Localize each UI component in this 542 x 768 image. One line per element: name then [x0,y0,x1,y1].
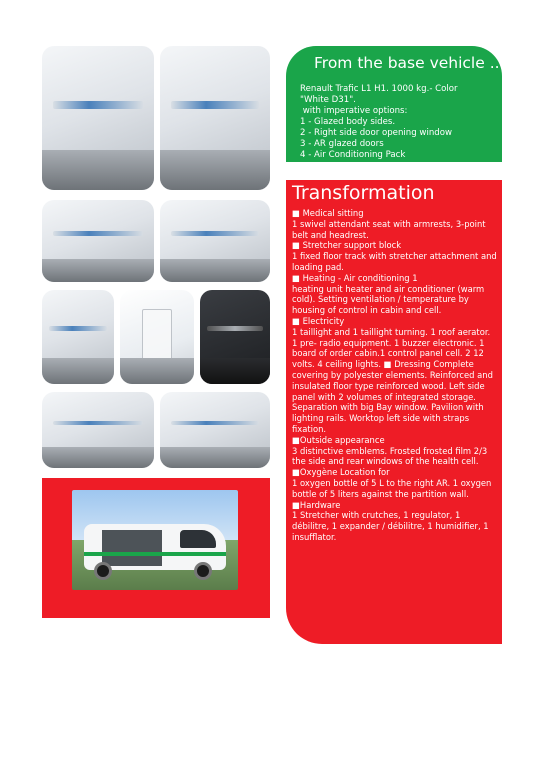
section-heading: ■ Electricity [292,315,345,326]
vehicle-photo-frame [42,478,270,618]
transformation-title: Transformation [292,182,435,204]
base-vehicle-box [286,46,505,162]
base-vehicle-title: From the base vehicle ... [314,54,505,72]
van-rear-wheel [94,562,112,580]
section-body: 3 distinctive emblems. Frosted frosted film 2/3 the side and rear windows of the health cell. [292,445,488,467]
vehicle-exterior-photo [72,490,238,590]
spec-line: with imperative options: [300,106,408,116]
section-body: 1 taillight and 1 taillight turning. 1 roof aerator. 1 pre- radio equipment. 1 buzzer electronic. 1 board of order cabin.1 control panel cell. 2 12 volts. 4 ceiling lights. ■ Dressing Complete covering by polyester elements. Reinforced and insulated floor type reinforced wood. Left side panel with 2 volumes of integrated storage. Separation with big Bay window. Pavilion with lighting rails. Worktop left side with straps fixation. [292,326,493,434]
section-heading: ■ Heating - Air conditioning 1 [292,272,418,283]
control-panel-photo [120,290,194,384]
transformation-box [286,180,502,644]
section-heading: ■ Stretcher support block [292,240,402,251]
interior-cell-photo [42,392,154,468]
interior-side-panel-photo [42,200,154,282]
section-body: 1 oxygen bottle of 5 L to the right AR. 1 oxygen bottle of 5 liters against the partition wall. [292,477,492,499]
spec-line: 3 - AR glazed doors [300,139,384,149]
section-heading: ■Hardware [292,499,341,510]
interior-stretcher-photo [42,46,154,190]
spec-line: "White D31". [300,95,356,105]
interior-worktop-photo [160,392,270,468]
spec-line: 4 - Air Conditioning Pack [300,150,406,160]
interior-storage-photo [160,200,270,282]
van-windshield [180,530,216,548]
interior-seat-photo [42,290,114,384]
transformation-text [292,208,498,543]
section-body: 1 fixed floor track with stretcher attachment and loading pad. [292,251,497,272]
base-vehicle-specs [300,84,496,161]
spec-line: 1 - Glazed body sides. [300,117,396,127]
van-green-stripe [84,552,226,556]
spec-line: 2 - Right side door opening window [300,128,453,138]
section-body: 1 swivel attendant seat with armrests, 3-point belt and headrest. [292,218,486,240]
van-open-door [102,530,162,566]
interior-rear-photo [160,46,270,190]
section-heading: ■Oxygène Location for [292,467,390,478]
section-heading: ■ Medical sitting [292,208,364,218]
section-heading: ■Outside appearance [292,434,385,445]
van-front-wheel [194,562,212,580]
cabin-controls-photo [200,290,270,384]
section-body: heating unit heater and air conditioner (warm cold). Setting ventilation / temperature by housing of control in cabin and cell. [292,283,485,316]
spec-line: Renault Trafic L1 H1. 1000 kg.- Color [300,84,458,94]
section-body: 1 Stretcher with crutches, 1 regulator, 1 débilitre, 1 expander / débilitre, 1 humidifier, 1 insufflator. [292,510,489,542]
